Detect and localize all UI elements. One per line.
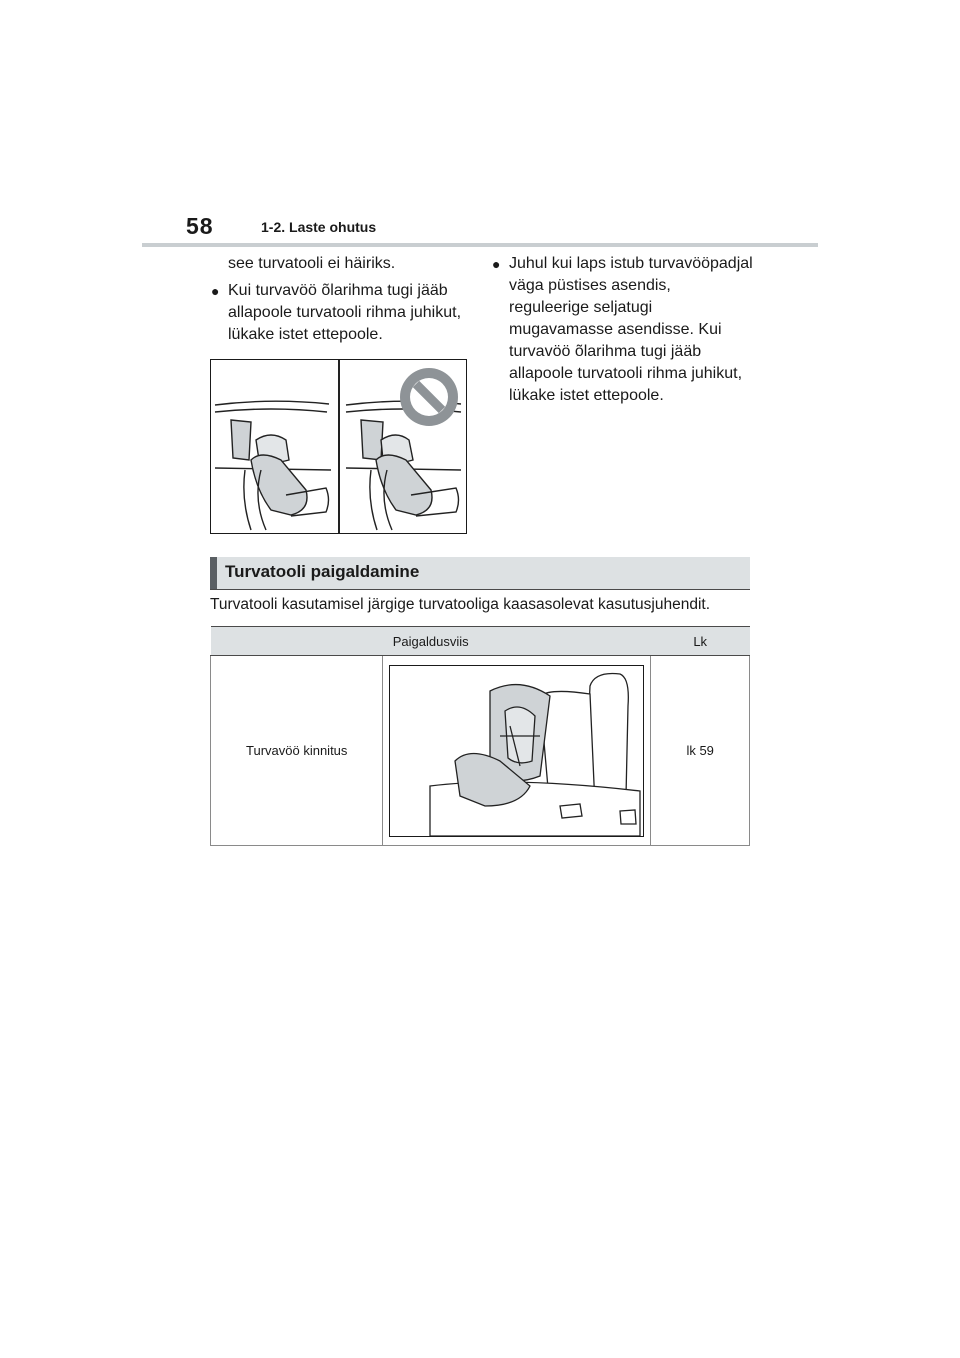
section-label: 1-2. Laste ohutus [261,219,377,235]
page-number: 58 [186,213,214,239]
installation-table [210,626,750,846]
heading-accent [210,557,217,589]
table-row [211,656,750,846]
section-title: Turvatooli paigaldamine [225,562,420,581]
section-heading [210,557,750,590]
method-cell: Turvavöö kinnitus [211,656,383,846]
header-rule [142,243,818,247]
continuation-text: see turvatooli ei häiriks. [228,255,396,272]
page-ref-cell: lk 59 [651,656,750,846]
bullet-item-left [211,280,478,346]
bullet-icon: ● [492,256,501,272]
header-page: Lk [651,627,750,656]
child-seat-illustration [389,665,644,837]
bullet-text-left: Kui turvavöö õlarihma tugi jääb allapoole turvatooli rihma juhikut, lükake istet ettepoole. [228,282,462,343]
section-intro: Turvatooli kasutamisel järgige turvatooliga kaasasolevat kasutusjuhendit. [210,596,711,613]
seat-position-illustration [210,359,467,534]
illustration-cell [383,656,651,846]
child-seat-drawing [390,666,643,836]
bullet-icon: ● [211,283,220,299]
header-method: Paigaldusviis [211,627,651,656]
bullet-item-right [492,253,754,407]
bullet-text-right: Juhul kui laps istub turvavööpadjal väga püstises asendis, reguleerige seljatugi mugavamasse asendisse. Kui turvavöö õlarihma tugi jääb allapoole turvatooli rihma juhikut, lükake istet ettepoole. [509,255,753,404]
seat-position-drawing [211,360,466,533]
prohibited-icon [400,368,458,426]
